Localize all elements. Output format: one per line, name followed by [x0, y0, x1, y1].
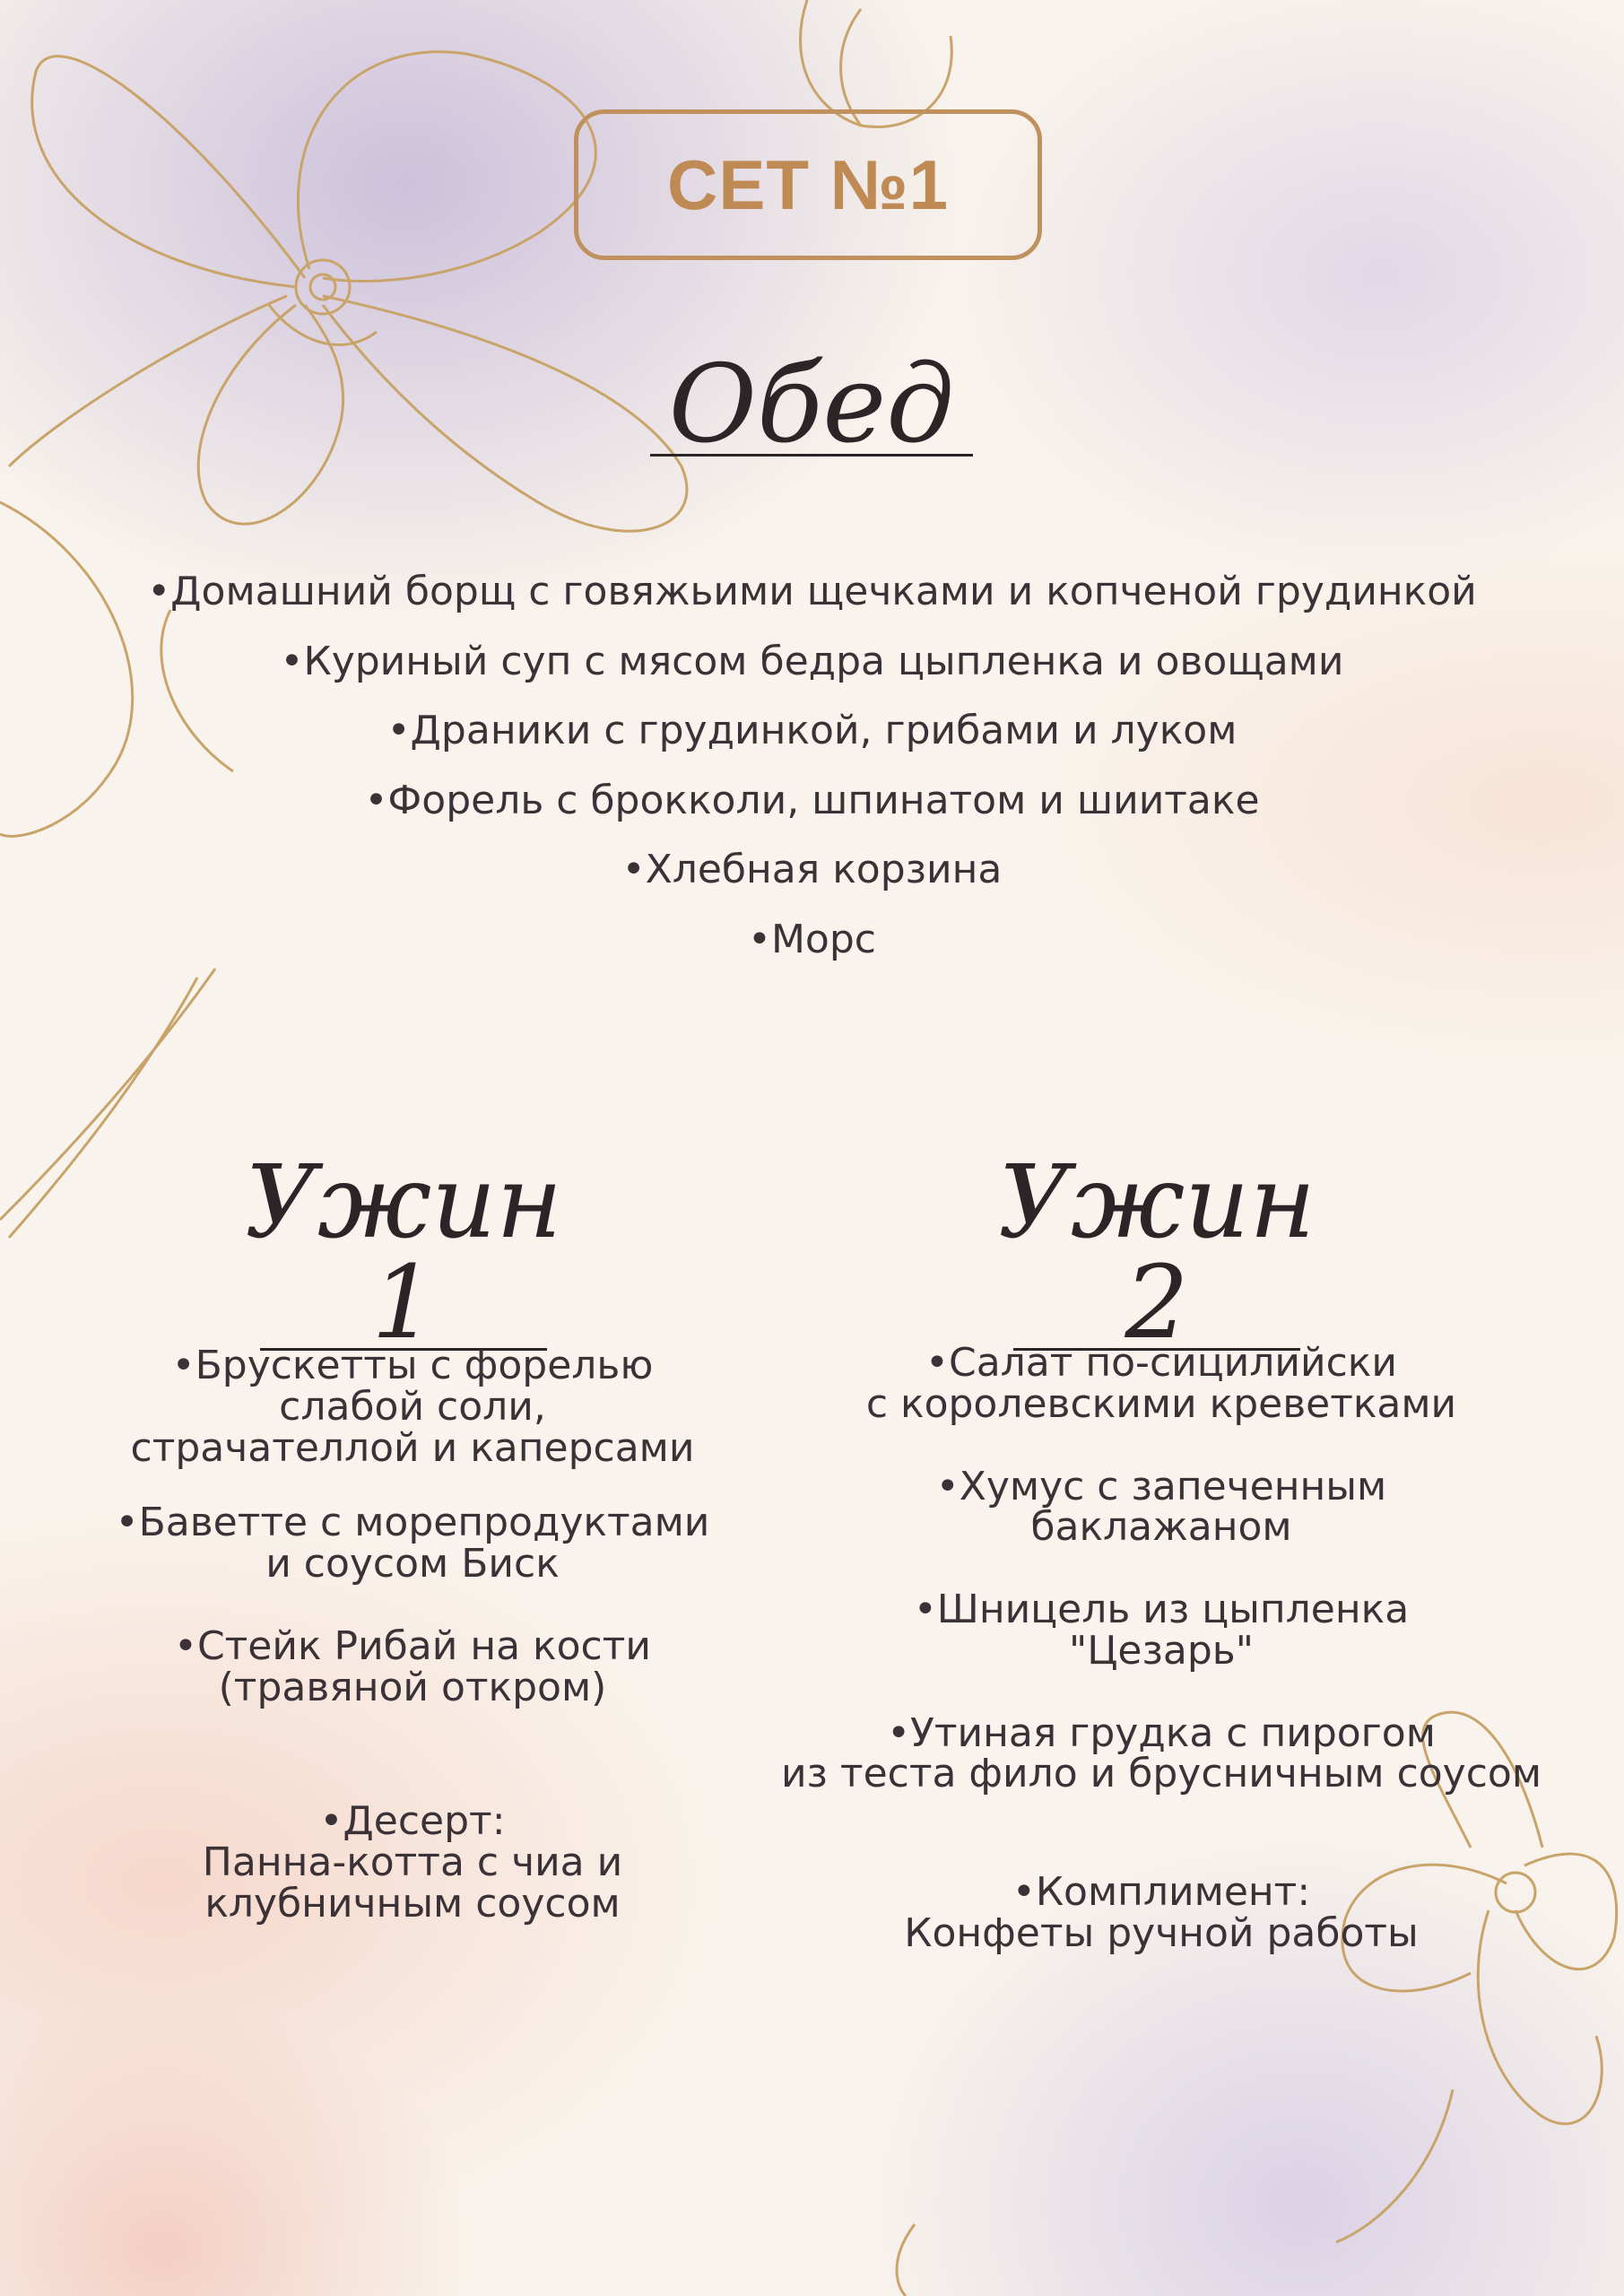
- list-item: •Стейк Рибай на кости (травяной откром): [174, 1622, 651, 1710]
- list-item: •Десерт: Панна-котта с чиа и клубничным соусом: [202, 1798, 623, 1926]
- list-item: •Комплимент: Конфеты ручной работы: [904, 1869, 1419, 1956]
- lunch-heading-text: Обед: [668, 343, 955, 467]
- list-item: •Хлебная корзина: [621, 847, 1003, 893]
- list-item: •Домашний борщ с говяжьими щечками и копченой грудинкой: [147, 569, 1477, 614]
- dinner2-heading-text: Ужин 2: [997, 1144, 1316, 1361]
- dinner1-list: [54, 1345, 771, 1925]
- dinner1-heading-text: Ужин 1: [244, 1144, 563, 1361]
- dinner2-heading: [960, 1144, 1354, 1361]
- list-item: •Баветте с морепродуктами и соусом Биск: [115, 1500, 710, 1587]
- list-item: •Драники с грудинкой, грибами и луком: [386, 708, 1238, 754]
- list-item: •Хумус с запеченным баклажаном: [935, 1463, 1387, 1551]
- lunch-heading: [632, 343, 991, 467]
- list-item: •Шницель из цыпленка "Цезарь": [913, 1587, 1410, 1674]
- lunch-list: [0, 570, 1624, 961]
- set-title-frame: [574, 109, 1042, 260]
- list-item: •Брускетты с форелью слабой соли, страчателлой и каперсами: [130, 1343, 695, 1471]
- list-item: •Утиная грудка с пирогом из теста фило и брусничным соусом: [780, 1709, 1542, 1797]
- list-item: •Куриный суп с мясом бедра цыпленка и овощами: [280, 638, 1344, 684]
- dinner2-list: [735, 1340, 1587, 1956]
- set-title: СЕТ №1: [666, 144, 949, 224]
- list-item: •Форель с брокколи, шпинатом и шиитаке: [364, 777, 1260, 823]
- list-item: •Салат по-сицилийски с королевскими креветками: [865, 1340, 1457, 1427]
- dinner1-heading: [206, 1144, 601, 1361]
- list-item: •Морс: [748, 916, 876, 962]
